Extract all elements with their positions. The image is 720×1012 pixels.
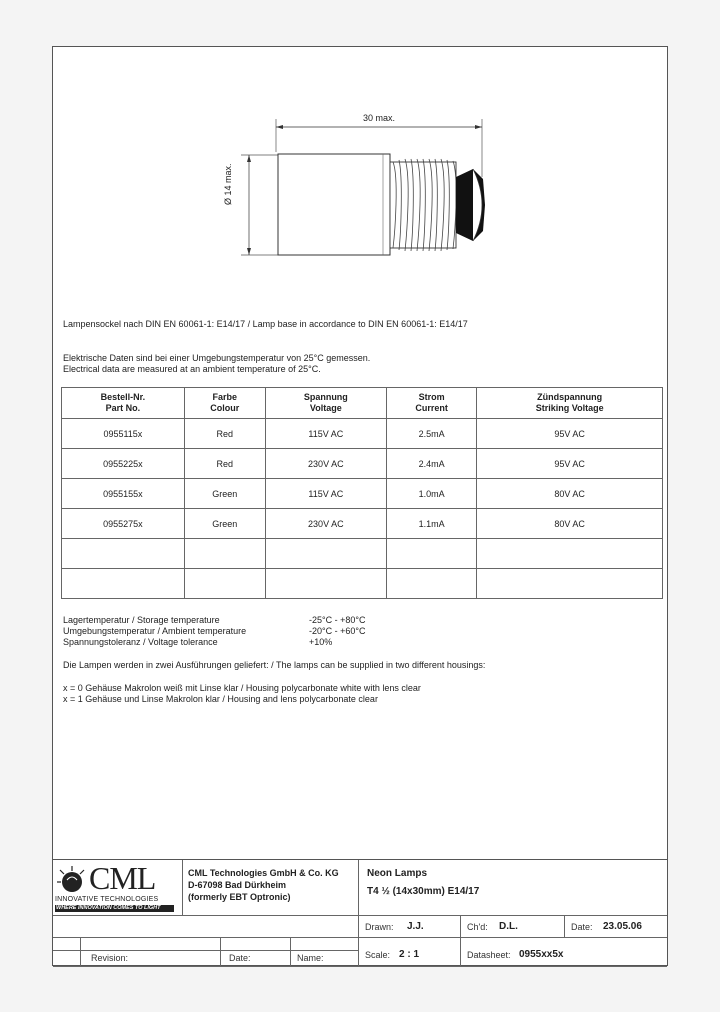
- date-label: Date:: [571, 922, 593, 932]
- datasheet-value: 0955xx5x: [519, 949, 564, 960]
- revision-cell: [81, 951, 221, 967]
- header-colour: Farbe Colour: [184, 388, 265, 419]
- cell-current: 2.5mA: [386, 419, 476, 449]
- cell-striking-voltage: 95V AC: [477, 419, 663, 449]
- header-current: Strom Current: [386, 388, 476, 419]
- scale-cell: [359, 938, 461, 967]
- cell-part-no: 0955275x: [62, 509, 185, 539]
- lamp-base-note: Lampensockel nach DIN EN 60061-1: E14/17 / Lamp base in accordance to DIN EN 60061-1: E14/17: [63, 319, 468, 329]
- drawn-label: Drawn:: [365, 922, 394, 932]
- header-voltage: Spannung Voltage: [265, 388, 386, 419]
- cell-part-no: 0955155x: [62, 479, 185, 509]
- cell-voltage: 230V AC: [265, 509, 386, 539]
- housing-intro: Die Lampen werden in zwei Ausführungen geliefert: / The lamps can be supplied in two different housings:: [63, 660, 486, 670]
- sunburst-logo-icon: [57, 866, 87, 896]
- spec-ambient-label: Umgebungstemperatur / Ambient temperature: [63, 626, 247, 636]
- revision-date-label: Date:: [229, 953, 251, 963]
- cell-current: [386, 539, 476, 569]
- electrical-note-en: Electrical data are measured at an ambient temperature of 25°C.: [63, 364, 321, 374]
- drawn-value: J.J.: [407, 921, 424, 932]
- table-row: [62, 419, 663, 449]
- title-block: [53, 859, 667, 967]
- company-address: D-67098 Bad Dürkheim: [188, 880, 287, 890]
- scale-value: 2 : 1: [399, 949, 420, 960]
- date-value: 23.05.06: [603, 921, 642, 932]
- table-row: [62, 479, 663, 509]
- header-part-no: Bestell-Nr. Part No.: [62, 388, 185, 419]
- cell-part-no: [62, 569, 185, 599]
- cell-striking-voltage: 80V AC: [477, 509, 663, 539]
- cell-colour: Green: [184, 479, 265, 509]
- table-header-row: [62, 388, 663, 419]
- blank-cell: [81, 938, 221, 951]
- scale-label: Scale:: [365, 950, 391, 960]
- company-formerly: (formerly EBT Optronic): [188, 892, 291, 902]
- cell-part-no: [62, 539, 185, 569]
- cell-voltage: 115V AC: [265, 479, 386, 509]
- logo-cell: [53, 860, 183, 916]
- cell-current: 1.0mA: [386, 479, 476, 509]
- cell-striking-voltage: [477, 539, 663, 569]
- cell-voltage: 115V AC: [265, 419, 386, 449]
- cell-colour: Red: [184, 449, 265, 479]
- cell-colour: [184, 569, 265, 599]
- diameter-dimension: Ø 14 max.: [223, 163, 233, 205]
- electrical-note-de: Elektrische Daten sind bei einer Umgebungstemperatur von 25°C gemessen.: [63, 353, 371, 363]
- revision-label: Revision:: [91, 953, 129, 963]
- cell-striking-voltage: 95V AC: [477, 449, 663, 479]
- date-cell: [565, 916, 667, 938]
- cell-voltage: [265, 539, 386, 569]
- housing-option-0: x = 0 Gehäuse Makrolon weiß mit Linse klar / Housing polycarbonate white with lens clear: [63, 683, 421, 693]
- blank-cell: [291, 938, 359, 951]
- cell-colour: [184, 539, 265, 569]
- drawn-cell: [359, 916, 461, 938]
- datasheet-cell: [461, 938, 667, 967]
- header-striking-voltage: Zündspannung Striking Voltage: [477, 388, 663, 419]
- table-row: [62, 449, 663, 479]
- spec-storage-value: -25°C - +80°C: [309, 615, 366, 625]
- product-name: Neon Lamps: [367, 868, 428, 879]
- checked-label: Ch'd:: [467, 922, 488, 932]
- cell-striking-voltage: [477, 569, 663, 599]
- revision-date-cell: [221, 951, 291, 967]
- blank-cell: [53, 951, 81, 967]
- cell-striking-voltage: 80V AC: [477, 479, 663, 509]
- cell-part-no: 0955115x: [62, 419, 185, 449]
- checked-cell: [461, 916, 565, 938]
- blank-cell: [53, 938, 81, 951]
- parts-table: [61, 387, 663, 599]
- logo-tagline: WHERE INNOVATION COMES TO LIGHT: [55, 905, 174, 912]
- cell-voltage: [265, 569, 386, 599]
- housing-option-1: x = 1 Gehäuse und Linse Makrolon klar / Housing and lens polycarbonate clear: [63, 694, 378, 704]
- spec-voltage-tolerance-value: +10%: [309, 637, 333, 647]
- table-row: [62, 539, 663, 569]
- cell-current: 2.4mA: [386, 449, 476, 479]
- cell-colour: Green: [184, 509, 265, 539]
- cell-voltage: 230V AC: [265, 449, 386, 479]
- checked-value: D.L.: [499, 921, 518, 932]
- cell-colour: Red: [184, 419, 265, 449]
- logo-subtitle: INNOVATIVE TECHNOLOGIES: [55, 896, 159, 903]
- product-spec: T4 ½ (14x30mm) E14/17: [367, 886, 480, 897]
- length-dimension: 30 max.: [363, 113, 396, 123]
- spec-ambient-value: -20°C - +60°C: [309, 626, 366, 636]
- cell-part-no: 0955225x: [62, 449, 185, 479]
- company-name: CML Technologies GmbH & Co. KG: [188, 868, 339, 878]
- revision-name-cell: [291, 951, 359, 967]
- blank-cell: [221, 938, 291, 951]
- product-cell: [359, 860, 667, 916]
- datasheet-sheet: [52, 46, 668, 966]
- lamp-drawing: [233, 107, 503, 267]
- table-row: [62, 509, 663, 539]
- table-row: [62, 569, 663, 599]
- company-cell: [183, 860, 359, 916]
- cell-current: [386, 569, 476, 599]
- blank-row-left: [53, 916, 359, 938]
- spec-storage-label: Lagertemperatur / Storage temperature: [63, 615, 220, 625]
- logo-text: CML: [89, 860, 156, 896]
- spec-voltage-tolerance-label: Spannungstoleranz / Voltage tolerance: [63, 637, 218, 647]
- cell-current: 1.1mA: [386, 509, 476, 539]
- revision-name-label: Name:: [297, 953, 324, 963]
- datasheet-label: Datasheet:: [467, 950, 511, 960]
